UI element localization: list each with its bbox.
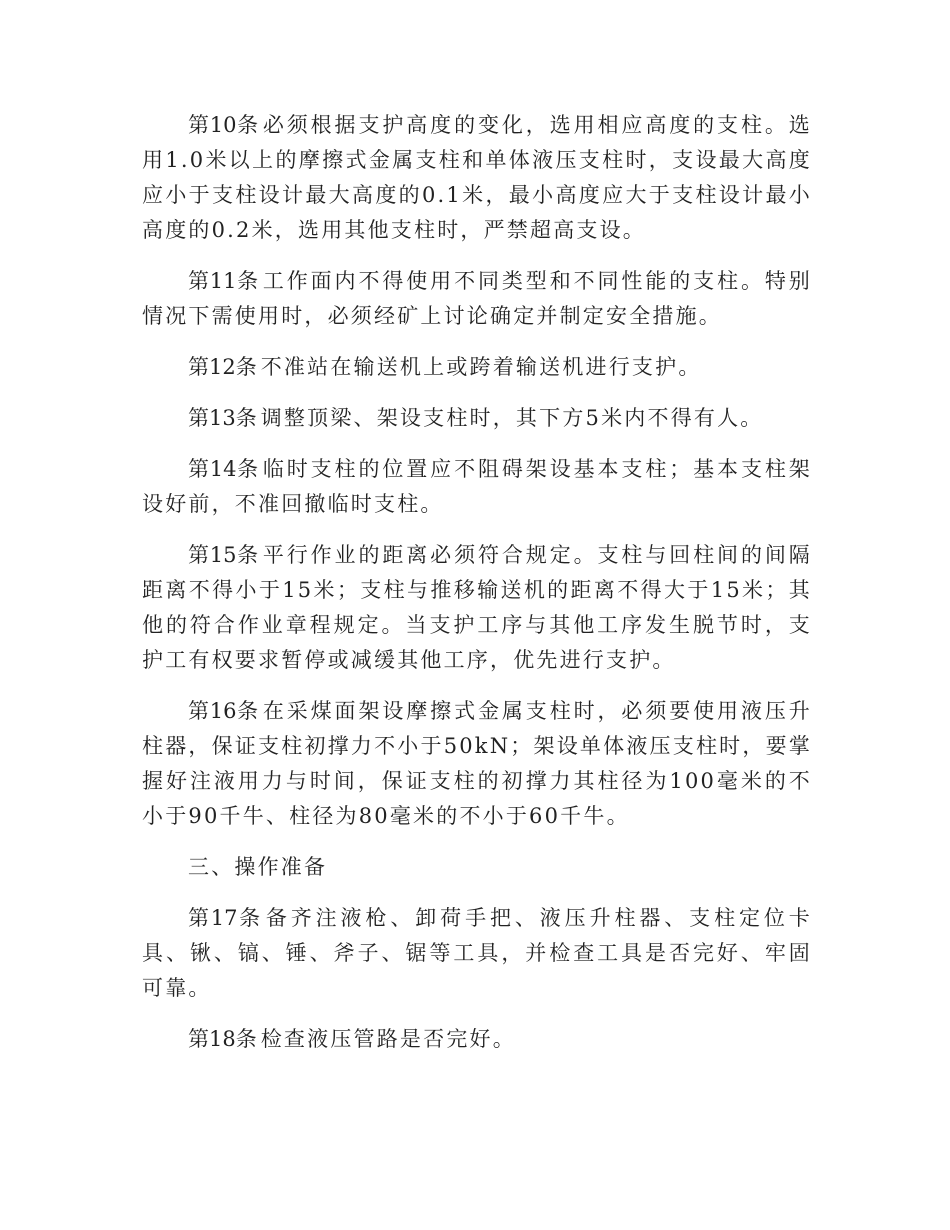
article-number: 第16条 [188,699,259,723]
article-12 [142,350,812,385]
article-text: 调整顶梁、架设支柱时，其下方5米内不得有人。 [260,406,764,430]
article-number: 第15条 [188,543,259,567]
article-16 [142,694,812,834]
article-text: 不准站在输送机上或跨着输送机进行支护。 [260,355,702,379]
article-number: 第10条 [188,113,259,137]
article-text: 检查液压管路是否完好。 [260,1027,516,1051]
article-13 [142,401,812,436]
article-text: 工作面内不得使用不同类型和不同性能的支柱。特别情况下需使用时，必须经矿上讨论确定并制定安全措施。 [142,269,812,328]
document-body [142,108,812,1073]
article-14 [142,452,812,522]
section-heading [142,850,812,885]
article-number: 第18条 [188,1027,257,1051]
article-17 [142,901,812,1006]
article-10 [142,108,812,248]
article-number: 第17条 [188,906,262,930]
article-18 [142,1022,812,1057]
article-text: 临时支柱的位置应不阻碍架设基本支柱；基本支柱架设好前，不准回撤临时支柱。 [142,457,812,516]
article-number: 第11条 [188,269,259,293]
article-11 [142,264,812,334]
article-text: 在采煤面架设摩擦式金属支柱时，必须要使用液压升柱器，保证支柱初撑力不小于50kN；架设单体液压支柱时，要掌握好注液用力与时间，保证支柱的初撑力其柱径为100毫米的不小于90千牛、柱径为80毫米的不小于60千牛。 [142,699,812,828]
section-heading-text: 三、操作准备 [188,855,328,879]
article-text: 平行作业的距离必须符合规定。支柱与回柱间的间隔距离不得小于15米；支柱与推移输送机的距离不得大于15米；其他的符合作业章程规定。当支护工序与其他工序发生脱节时，支护工有权要求暂停或减缓其他工序，优先进行支护。 [142,543,812,672]
article-number: 第12条 [188,355,257,379]
article-text: 备齐注液枪、卸荷手把、液压升柱器、支柱定位卡具、锹、镐、锤、斧子、锯等工具，并检查工具是否完好、牢固可靠。 [142,906,812,1000]
article-text: 必须根据支护高度的变化，选用相应高度的支柱。选用1.0米以上的摩擦式金属支柱和单体液压支柱时，支设最大高度应小于支柱设计最大高度的0.1米，最小高度应大于支柱设计最小高度的0.2米，选用其他支柱时，严禁超高支设。 [142,113,812,242]
article-number: 第13条 [188,406,257,430]
article-15 [142,538,812,678]
article-number: 第14条 [188,457,259,481]
